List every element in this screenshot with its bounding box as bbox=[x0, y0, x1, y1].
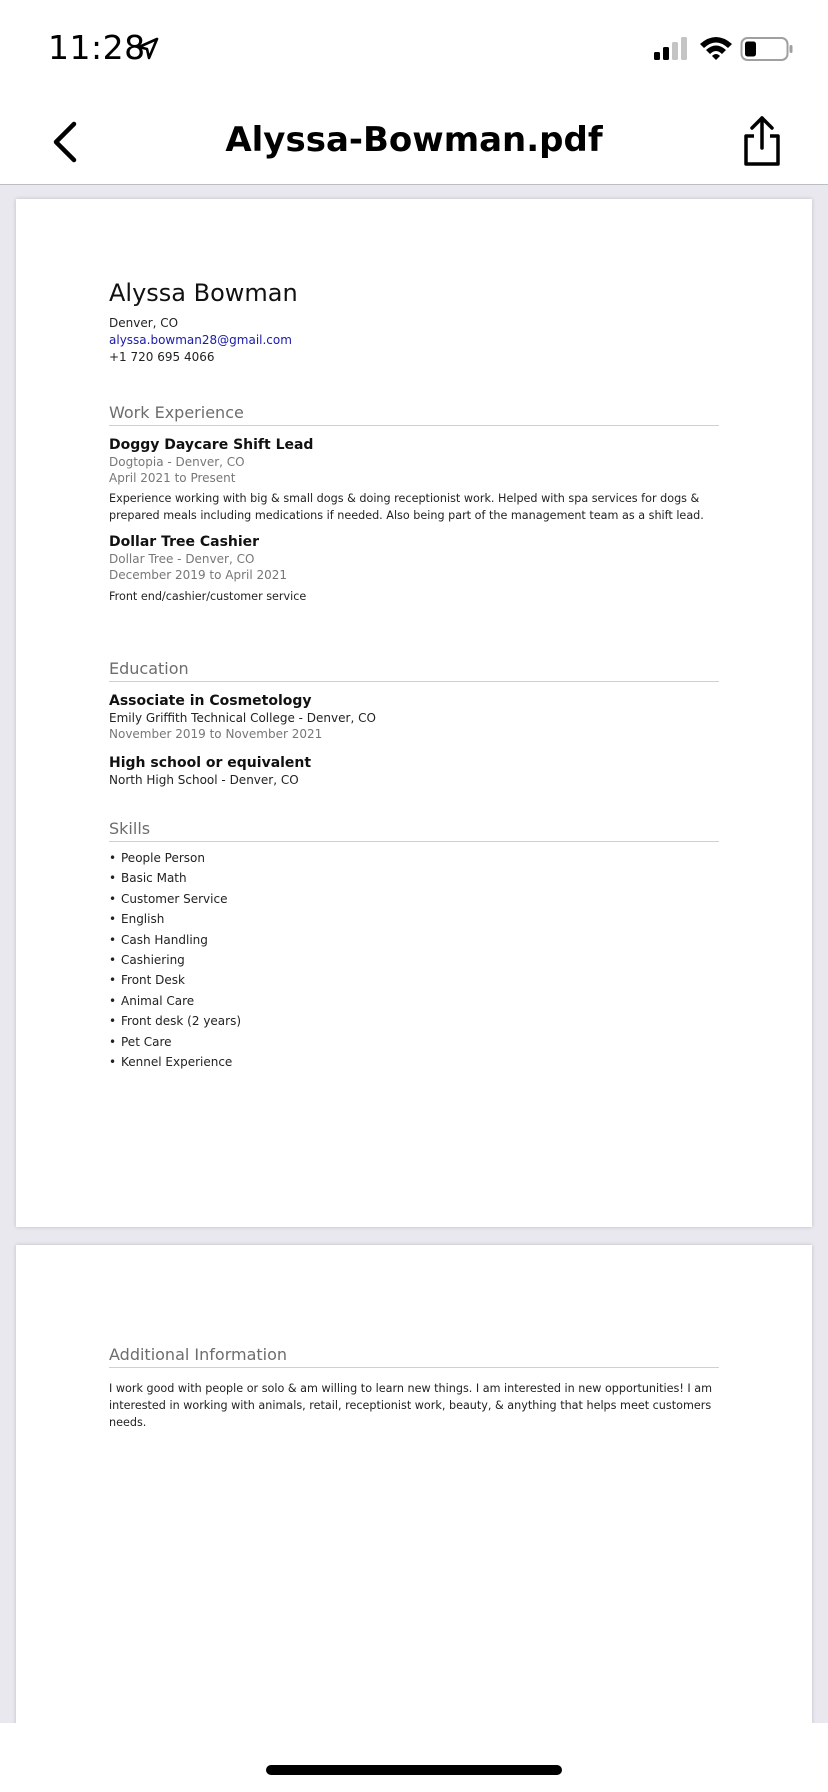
skill-item: • Pet Care bbox=[109, 1034, 172, 1049]
education-section bbox=[109, 659, 719, 788]
education-entry bbox=[109, 754, 719, 788]
skill-item: • Kennel Experience bbox=[109, 1055, 233, 1070]
status-time: 11:28 bbox=[48, 28, 146, 67]
job-description: Experience working with big & small dogs & doing receptionist work. Helped with spa services for dogs & prepared meals including medications if needed. Also being part of the management team as a shift lead. bbox=[109, 492, 704, 522]
battery-icon bbox=[740, 36, 794, 62]
applicant-email[interactable]: alyssa.bowman28@gmail.com bbox=[109, 333, 292, 347]
cellular-signal-icon bbox=[652, 36, 690, 62]
job-company: Dogtopia - Denver, CO bbox=[109, 455, 245, 469]
work-experience-section bbox=[109, 403, 719, 605]
skills-heading: Skills bbox=[109, 819, 719, 842]
skill-item: • Cashiering bbox=[109, 953, 185, 968]
school-name: North High School - Denver, CO bbox=[109, 773, 299, 787]
skill-item: • Customer Service bbox=[109, 891, 228, 906]
applicant-name: Alyssa Bowman bbox=[109, 279, 298, 307]
additional-info-section bbox=[109, 1345, 719, 1431]
degree-title: Associate in Cosmetology bbox=[109, 693, 312, 709]
job-company: Dollar Tree - Denver, CO bbox=[109, 552, 255, 566]
job-entry bbox=[109, 533, 719, 605]
wifi-icon bbox=[698, 34, 734, 62]
job-dates: April 2021 to Present bbox=[109, 471, 236, 485]
education-entry bbox=[109, 692, 719, 742]
status-bar bbox=[0, 0, 828, 100]
location-arrow-icon bbox=[135, 36, 161, 62]
pdf-viewer[interactable] bbox=[0, 185, 828, 1723]
skill-item: • English bbox=[109, 912, 165, 927]
pdf-page-1 bbox=[16, 199, 812, 1227]
additional-info-heading: Additional Information bbox=[109, 1345, 719, 1368]
skill-item: • Basic Math bbox=[109, 871, 187, 886]
share-button[interactable] bbox=[740, 114, 784, 168]
school-name: Emily Griffith Technical College - Denver, CO bbox=[109, 711, 376, 725]
additional-info-text: I work good with people or solo & am willing to learn new things. I am interested in new opportunities! I am interested in working with animals, retail, receptionist work, beauty, & anything that helps meet customers needs. bbox=[109, 1382, 712, 1429]
job-title: Doggy Daycare Shift Lead bbox=[109, 437, 314, 453]
resume-header bbox=[109, 279, 719, 366]
job-dates: December 2019 to April 2021 bbox=[109, 568, 288, 582]
skill-item: • Cash Handling bbox=[109, 932, 208, 947]
skill-item: • Front desk (2 years) bbox=[109, 1014, 242, 1029]
skills-section bbox=[109, 819, 719, 1072]
job-description: Front end/cashier/customer service bbox=[109, 590, 307, 603]
pdf-page-2 bbox=[16, 1245, 812, 1723]
applicant-location: Denver, CO bbox=[109, 316, 179, 330]
document-title: Alyssa-Bowman.pdf bbox=[225, 120, 603, 160]
skill-item: • People Person bbox=[109, 851, 206, 865]
skill-item: • Front Desk bbox=[109, 973, 185, 988]
education-heading: Education bbox=[109, 659, 719, 682]
job-entry bbox=[109, 436, 719, 524]
skill-item: • Animal Care bbox=[109, 993, 195, 1008]
work-experience-heading: Work Experience bbox=[109, 403, 719, 426]
navigation-bar bbox=[0, 100, 828, 185]
share-icon bbox=[740, 114, 784, 168]
applicant-phone[interactable]: +1 720 695 4066 bbox=[109, 350, 215, 364]
home-indicator[interactable] bbox=[266, 1765, 562, 1775]
degree-title: High school or equivalent bbox=[109, 755, 312, 771]
education-dates: November 2019 to November 2021 bbox=[109, 727, 323, 741]
skills-list bbox=[109, 848, 719, 1072]
job-title: Dollar Tree Cashier bbox=[109, 534, 260, 550]
